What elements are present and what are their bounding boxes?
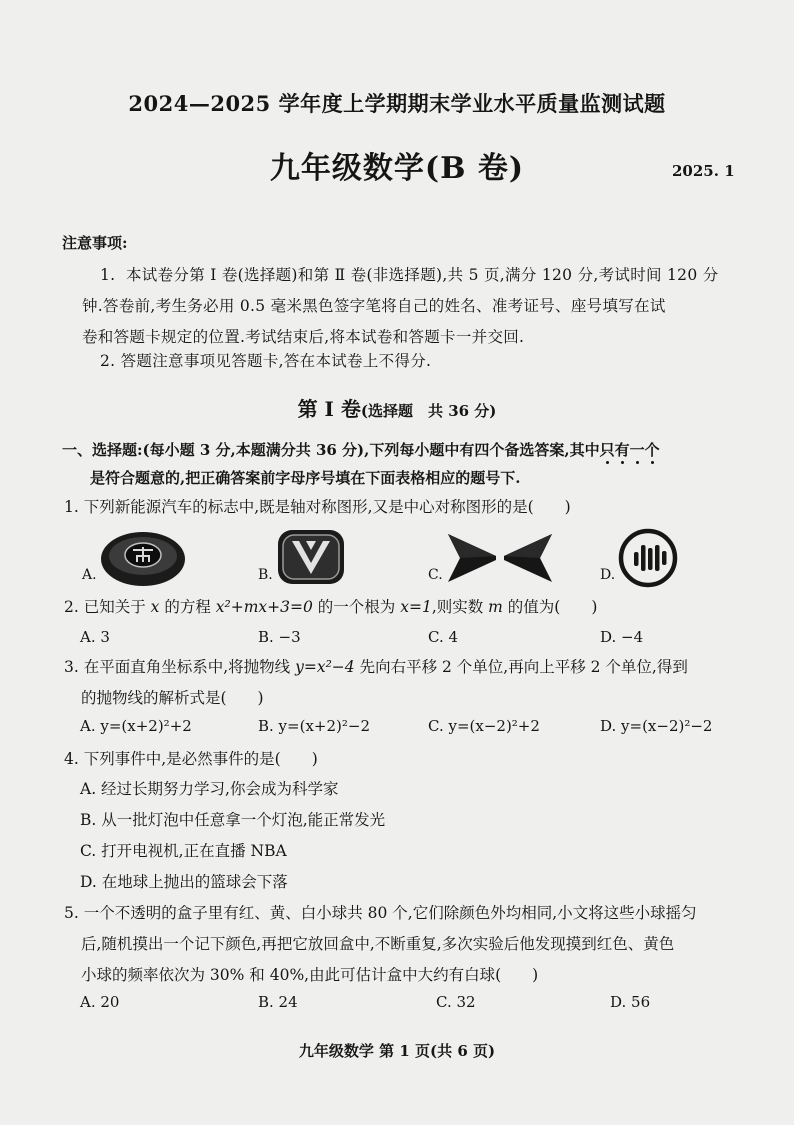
question-2-text — [64, 592, 744, 623]
q2-mid3: ,则实数 — [431, 598, 489, 616]
q5-option-b: B. 24 — [258, 993, 298, 1011]
question-3-text — [64, 652, 744, 714]
emph-char-3: 一 — [629, 441, 645, 459]
notice-item-1-num: 1. — [100, 266, 116, 284]
q1-option-a-label: A. — [82, 567, 97, 583]
q4-option-c: C. 打开电视机,正在直播 NBA — [80, 842, 287, 860]
q5-option-d: D. 56 — [610, 993, 651, 1011]
q3-option-b: B. y=(x+2)²−2 — [258, 717, 371, 735]
page-footer: 九年级数学 第 1 页(共 6 页) — [298, 1042, 496, 1060]
exam-title: 2024—2025 学年度上学期期末学业水平质量监测试题 — [128, 91, 666, 116]
q3-line1-post: 先向右平移 2 个单位,再向上平移 2 个单位,得到 — [354, 658, 688, 676]
emph-char-2: 有 — [614, 441, 630, 459]
question-5-options — [80, 993, 760, 1017]
q2-option-d: D. −4 — [600, 628, 644, 646]
q3-equation: y=x²−4 — [295, 658, 355, 676]
q4-option-b: B. 从一批灯泡中任意拿一个灯泡,能正常发光 — [80, 811, 386, 829]
q2-option-a: A. 3 — [80, 628, 110, 646]
question-1-text: 1. 下列新能源汽车的标志中,既是轴对称图形,又是中心对称图形的是( ) — [64, 498, 571, 516]
section-instructions — [62, 436, 742, 492]
q5-line1: 5. 一个不透明的盒子里有红、黄、白小球共 80 个,它们除颜色外均相同,小文将这些小球摇匀 — [64, 904, 697, 922]
instructions-line1: 一、选择题:(每小题 3 分,本题满分共 36 分),下列每小题中有四个备选答案,其中 — [62, 441, 600, 459]
q5-option-a: A. 20 — [80, 993, 120, 1011]
q1-option-b-label: B. — [258, 567, 273, 583]
q3-option-c: C. y=(x−2)²+2 — [428, 717, 540, 735]
notice-item-2 — [74, 346, 734, 377]
q2-var-x: x — [150, 598, 160, 616]
q2-root: x=1 — [400, 598, 432, 616]
q1-option-d-label: D. — [600, 567, 616, 583]
car-logo-v-shield-icon — [276, 528, 346, 586]
notice-heading: 注意事项: — [62, 234, 128, 252]
q3-option-d: D. y=(x−2)²−2 — [600, 717, 713, 735]
notice-item-2-text: 2. 答题注意事项见答题卡,答在本试卷上不得分. — [100, 352, 432, 370]
q2-var-m: m — [488, 598, 503, 616]
question-3-options — [80, 717, 760, 741]
emph-char-4: 个 — [644, 441, 660, 459]
q2-post: 的值为( ) — [502, 598, 598, 616]
q2-mid2: 的一个根为 — [312, 598, 401, 616]
q3-line1-pre: 3. 在平面直角坐标系中,将抛物线 — [64, 658, 296, 676]
q3-option-a: A. y=(x+2)²+2 — [80, 717, 192, 735]
q5-line2: 后,随机摸出一个记下颜色,再把它放回盒中,不断重复,多次实验后他发现摸到红色、黄色 — [81, 935, 675, 953]
question-2-options — [80, 628, 760, 652]
notice-item-1-line3: 卷和答题卡规定的位置.考试结束后,将本试卷和答题卡一并交回. — [82, 328, 525, 346]
q2-equation: x²+mx+3=0 — [215, 598, 313, 616]
q2-option-c: C. 4 — [428, 628, 459, 646]
q3-line2: 的抛物线的解析式是( ) — [81, 689, 264, 707]
q2-option-b: B. −3 — [258, 628, 301, 646]
subject-title: 九年级数学(B 卷) — [269, 151, 525, 186]
question-5-text — [64, 898, 744, 991]
notice-item-1 — [74, 260, 734, 353]
exam-date: 2025. 1 — [672, 162, 735, 180]
q2-pre: 2. 已知关于 — [64, 598, 151, 616]
question-4-text: 4. 下列事件中,是必然事件的是( ) — [64, 750, 318, 768]
emph-char-1: 只 — [599, 441, 615, 459]
notice-item-1-line2: 钟.答卷前,考生务必用 0.5 毫米黑色签字笔将自己的姓名、准考证号、座号填写在试 — [82, 297, 666, 315]
section-title-sub: (选择题 共 36 分) — [360, 402, 497, 420]
q4-option-d: D. 在地球上抛出的篮球会下落 — [80, 873, 288, 891]
q1-option-c-label: C. — [428, 567, 443, 583]
q5-line3: 小球的频率依次为 30% 和 40%,由此可估计盒中大约有白球( ) — [81, 966, 539, 984]
car-logo-x-wings-icon — [446, 530, 554, 586]
section-title — [0, 393, 794, 422]
q2-mid1: 的方程 — [159, 598, 216, 616]
q4-option-a: A. 经过长期努力学习,你会成为科学家 — [80, 780, 339, 798]
q5-option-c: C. 32 — [436, 993, 476, 1011]
instructions-line2: 是符合题意的,把正确答案前字母序号填在下面表格相应的题号下. — [90, 469, 521, 487]
car-logo-circle-bars-icon — [618, 528, 678, 588]
notice-item-1-line1: 本试卷分第 Ⅰ 卷(选择题)和第 Ⅱ 卷(非选择题),共 5 页,满分 120 分,考试时间 120 分 — [126, 266, 719, 284]
section-title-main: 第 Ⅰ 卷 — [297, 397, 361, 421]
car-logo-oval-icon — [100, 530, 186, 588]
